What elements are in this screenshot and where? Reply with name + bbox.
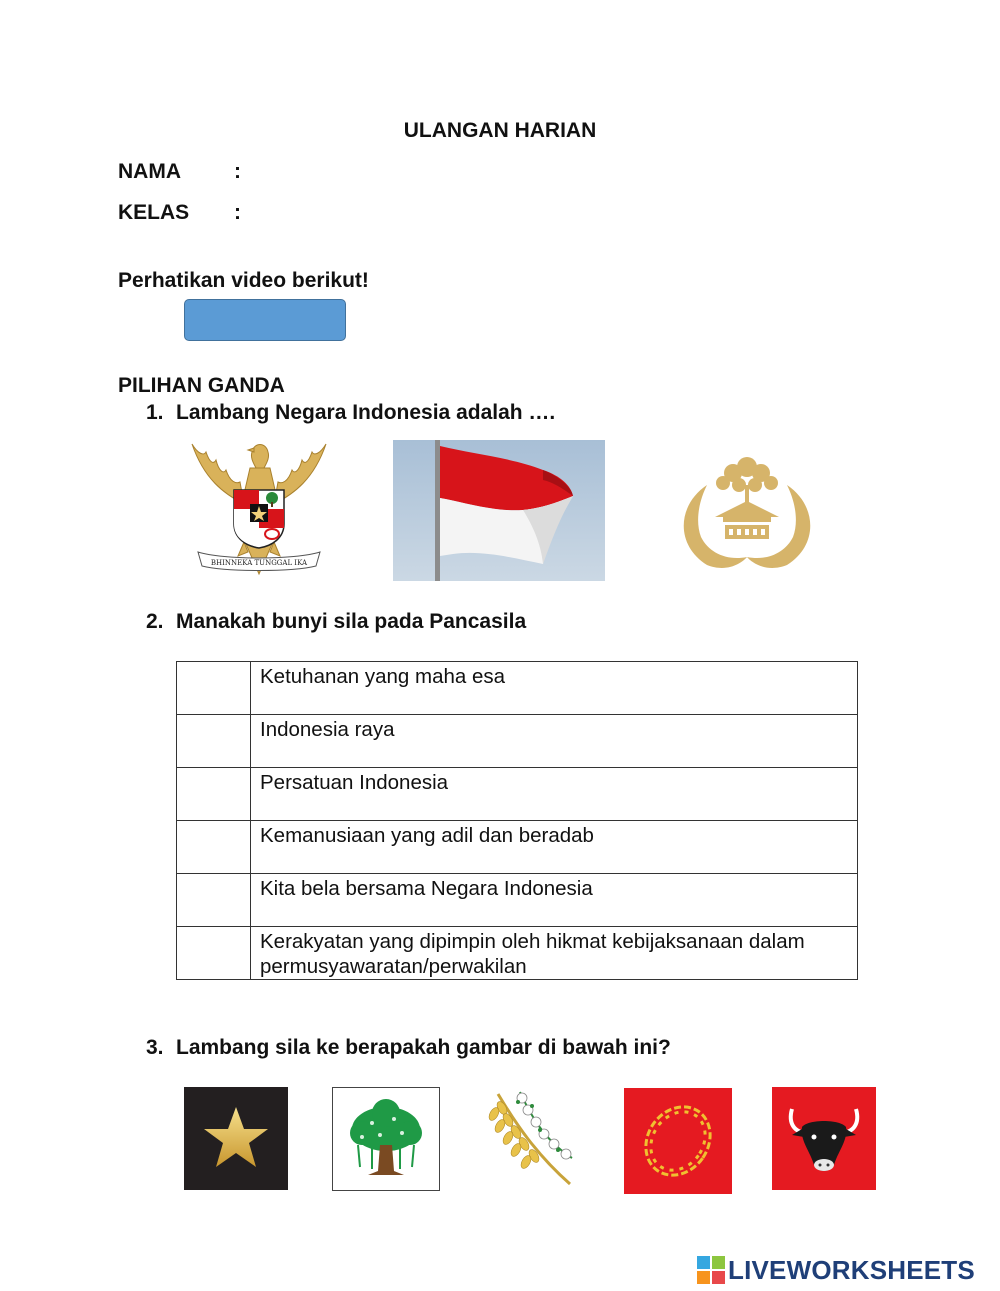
option-checkbox-cell[interactable] [177, 821, 251, 874]
option-checkbox-cell[interactable] [177, 662, 251, 715]
options-table [176, 661, 858, 980]
option-text: Indonesia raya [251, 715, 858, 768]
question-2 [146, 610, 526, 634]
question-3-text: Lambang sila ke berapakah gambar di bawah ini? [176, 1036, 671, 1059]
gold-emblem-image[interactable] [667, 445, 827, 575]
liveworksheets-brand[interactable]: LIVEWORKSHEETS [728, 1255, 975, 1285]
name-label: NAMA [118, 160, 181, 183]
question-1-number: 1. [146, 401, 164, 424]
question-1 [146, 401, 555, 425]
instruction-text: Perhatikan video berikut! [118, 269, 369, 292]
bull-head-icon[interactable] [772, 1087, 876, 1190]
option-row [177, 821, 858, 874]
name-colon: : [234, 160, 241, 183]
question-3-number: 3. [146, 1036, 164, 1059]
option-text: Persatuan Indonesia [251, 768, 858, 821]
section-heading: PILIHAN GANDA [118, 374, 285, 397]
question-2-number: 2. [146, 610, 164, 633]
rice-cotton-icon[interactable] [486, 1084, 578, 1190]
banyan-tree-icon[interactable] [332, 1087, 440, 1191]
question-3 [146, 1036, 671, 1060]
option-text: Ketuhanan yang maha esa [251, 662, 858, 715]
question-1-text: Lambang Negara Indonesia adalah …. [176, 401, 556, 424]
question-2-text: Manakah bunyi sila pada Pancasila [176, 610, 527, 633]
option-row [177, 768, 858, 821]
option-checkbox-cell[interactable] [177, 874, 251, 927]
class-colon: : [234, 201, 241, 224]
option-row [177, 662, 858, 715]
option-text: Kemanusiaan yang adil dan beradab [251, 821, 858, 874]
star-icon[interactable] [184, 1087, 288, 1190]
option-checkbox-cell[interactable] [177, 768, 251, 821]
option-checkbox-cell[interactable] [177, 715, 251, 768]
option-text: Kita bela bersama Negara Indonesia [251, 874, 858, 927]
option-text: Kerakyatan yang dipimpin oleh hikmat kebijaksanaan dalam permusyawaratan/perwakilan [251, 927, 858, 980]
option-row [177, 874, 858, 927]
page-title: ULANGAN HARIAN [403, 119, 597, 142]
chain-icon[interactable] [624, 1088, 732, 1194]
option-row [177, 927, 858, 980]
flag-image[interactable] [393, 440, 605, 581]
garuda-motto: BHINNEKA TUNGGAL IKA [210, 559, 308, 567]
garuda-emblem-image[interactable] [184, 434, 334, 584]
class-label: KELAS [118, 201, 190, 224]
video-button[interactable] [184, 299, 346, 341]
option-checkbox-cell[interactable] [177, 927, 251, 980]
option-row [177, 715, 858, 768]
liveworksheets-logo-icon [697, 1256, 725, 1284]
